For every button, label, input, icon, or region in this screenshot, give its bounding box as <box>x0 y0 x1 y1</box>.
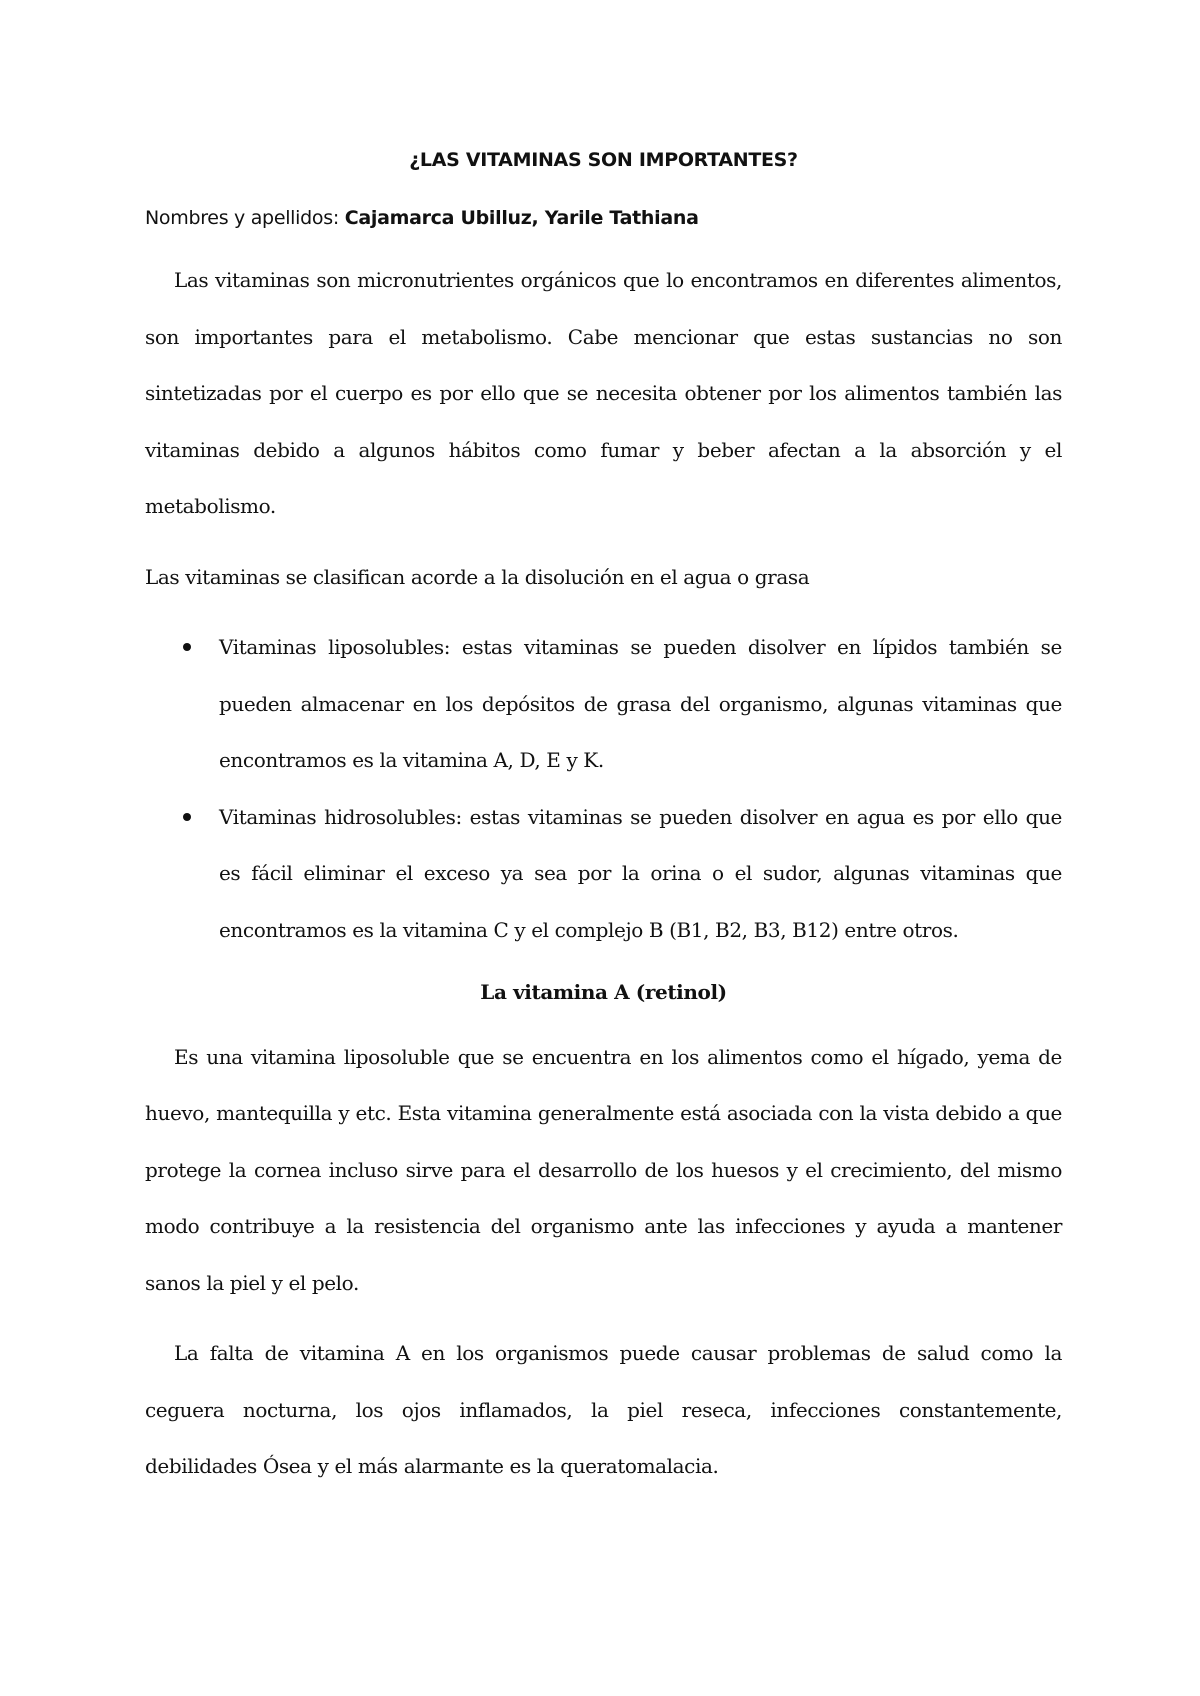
bullet-icon <box>183 813 191 821</box>
author-line <box>145 200 1062 236</box>
bullet-icon <box>183 643 191 651</box>
section-heading: La vitamina A (retinol) <box>480 980 727 1004</box>
author-label: Nombres y apellidos: <box>145 207 339 229</box>
document-title: ¿LAS VITAMINAS SON IMPORTANTES? <box>409 149 798 171</box>
classification-sentence: Las vitaminas se clasifican acorde a la disolución en el agua o grasa <box>145 564 810 589</box>
document-body <box>145 130 1062 1495</box>
list-item <box>145 789 1062 959</box>
vitamin-types-list <box>145 619 1062 958</box>
list-item-text: Vitaminas hidrosolubles: estas vitaminas se pueden disolver en agua es por ello que es fácil eliminar el exceso ya sea por la orina o el sudor, algunas vitaminas que encontramos es la vitamina C y el complejo B (B1, B2, B3, B12) entre otros. <box>219 804 1062 942</box>
intro-paragraph: Las vitaminas son micronutrientes orgánicos que lo encontramos en diferentes alimentos, son importantes para el metabolismo. Cabe mencionar que estas sustancias no son sintetizadas por el cuerpo es por ello que se necesita obtener por los alimentos también las vitaminas debido a algunos hábitos como fumar y beber afectan a la absorción y el metabolismo. <box>145 268 1062 518</box>
list-item-text: Vitaminas liposolubles: estas vitaminas se pueden disolver en lípidos también se pueden almacenar en los depósitos de grasa del organismo, algunas vitaminas que encontramos es la vitamina A, D, E y K. <box>219 635 1062 772</box>
author-name: Cajamarca Ubilluz, Yarile Tathiana <box>344 207 699 229</box>
list-item <box>145 619 1062 789</box>
section-paragraph: Es una vitamina liposoluble que se encuentra en los alimentos como el hígado, yema de huevo, mantequilla y etc. Esta vitamina generalmente está asociada con la vista debido a que protege la cornea incluso sirve para el desarrollo de los huesos y el crecimiento, del mismo modo contribuye a la resistencia del organismo ante las infecciones y ayuda a mantener sanos la piel y el pelo. <box>145 1044 1062 1295</box>
section-paragraph: La falta de vitamina A en los organismos puede causar problemas de salud como la ceguera nocturna, los ojos inflamados, la piel reseca, infecciones constantemente, debilidades Ósea y el más alarmante es la queratomalacia. <box>145 1341 1062 1478</box>
